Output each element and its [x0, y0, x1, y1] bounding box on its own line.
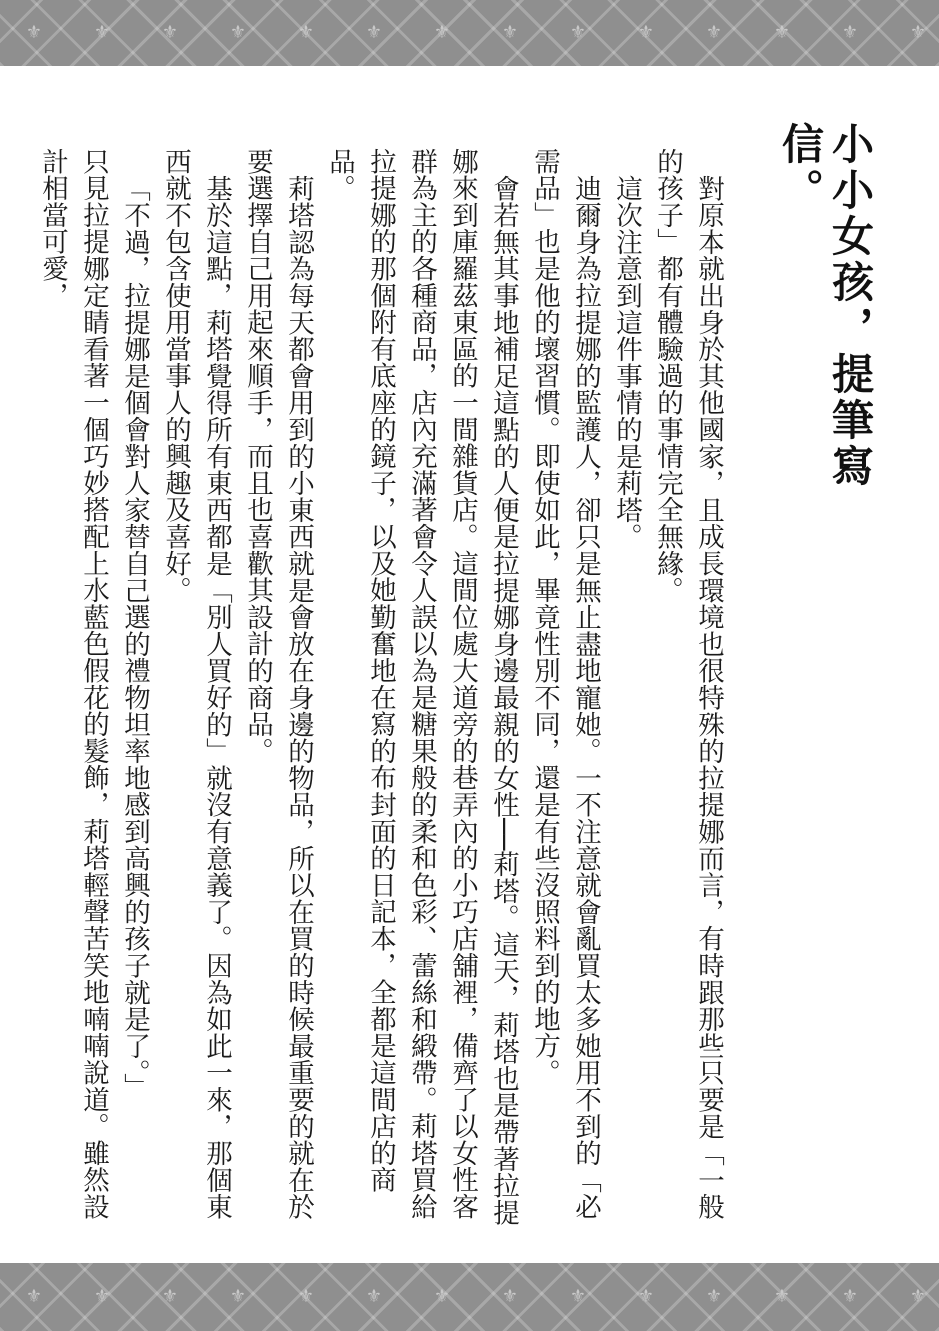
fleur-de-lis-icon: ⚜ — [161, 1286, 179, 1307]
fleur-de-lis-icon: ⚜ — [433, 1286, 451, 1307]
fleur-de-lis-icon: ⚜ — [297, 1286, 315, 1307]
fleur-de-lis-icon: ⚜ — [773, 1286, 791, 1307]
fleur-de-lis-icon: ⚜ — [365, 22, 383, 43]
paragraph: 只見拉提娜定睛看著一個巧妙搭配上水藍色假花的髮飾，莉塔輕聲苦笑地喃喃說道。雖然設計相當可愛， — [37, 148, 109, 1220]
fleur-de-lis-icon: ⚜ — [25, 1286, 43, 1307]
fleur-de-lis-icon: ⚜ — [93, 1286, 111, 1307]
fleur-de-lis-icon: ⚜ — [909, 1286, 927, 1307]
fleur-de-lis-icon: ⚜ — [909, 22, 927, 43]
fleur-de-lis-icon: ⚜ — [569, 22, 587, 43]
bottom-decorative-band — [0, 1263, 939, 1331]
fleur-de-lis-icon: ⚜ — [365, 1286, 383, 1307]
paragraph: 莉塔認為每天都會用到的小東西就是會放在身邊的物品，所以在買的時候最重要的就在於要選擇自己用起來順手，而且也喜歡其設計的商品。 — [242, 148, 314, 1220]
fleur-de-lis-icon: ⚜ — [705, 1286, 723, 1307]
paragraph: 迪爾身為拉提娜的監護人，卻只是無止盡地寵她。一不注意就會亂買太多她用不到的「必需品」也是他的壞習慣。即使如此，畢竟性別不同，還是有些沒照料到的地方。 — [529, 148, 601, 1220]
paragraph: 「不過，拉提娜是個會對人家替自己選的禮物坦率地感到高興的孩子就是了。」 — [119, 174, 150, 1100]
chapter-title: 小小女孩，提筆寫信。 — [776, 122, 875, 490]
fleur-de-lis-icon: ⚜ — [841, 22, 859, 43]
fleur-de-lis-icon: ⚜ — [773, 22, 791, 43]
fleur-de-lis-icon: ⚜ — [93, 22, 111, 43]
fleur-de-lis-icon: ⚜ — [637, 22, 655, 43]
fleur-de-lis-icon: ⚜ — [841, 1286, 859, 1307]
paragraph: 基於這點，莉塔覺得所有東西都是「別人買好的」就沒有意義了。因為如此一來，那個東西就不包含使用當事人的興趣及喜好。 — [160, 148, 232, 1220]
body-text — [32, 148, 729, 1238]
paragraph: 會若無其事地補足這點的人便是拉提娜身邊最親的女性──莉塔。這天，莉塔也是帶著拉提娜來到庫羅茲東區的一間雜貨店。這間位處大道旁的巷弄內的小巧店舖裡，備齊了以女性客群為主的各種商品，店內充滿著會令人誤以為是糖果般的柔和色彩、蕾絲和緞帶。莉塔買給拉提娜的那個附有底座的鏡子，以及她勤奮地在寫的布封面的日記本，全都是這間店的商品。 — [324, 148, 519, 1226]
fleur-de-lis-icon: ⚜ — [25, 22, 43, 43]
fleur-de-lis-icon: ⚜ — [433, 22, 451, 43]
fleur-de-lis-icon: ⚜ — [637, 1286, 655, 1307]
fleur-de-lis-icon: ⚜ — [705, 22, 723, 43]
fleur-de-lis-icon: ⚜ — [501, 22, 519, 43]
fleur-de-lis-icon: ⚜ — [229, 22, 247, 43]
fleur-de-lis-icon: ⚜ — [569, 1286, 587, 1307]
top-decorative-band — [0, 0, 939, 66]
paragraph: 對原本就出身於其他國家，且成長環境也很特殊的拉提娜而言，有時跟那些只要是「一般的孩子」都有體驗過的事情完全無緣。 — [652, 148, 724, 1220]
fleur-de-lis-icon: ⚜ — [501, 1286, 519, 1307]
fleur-de-lis-icon: ⚜ — [297, 22, 315, 43]
fleur-de-lis-icon: ⚜ — [161, 22, 179, 43]
fleur-de-lis-icon: ⚜ — [229, 1286, 247, 1307]
paragraph: 這次注意到這件事情的是莉塔。 — [611, 174, 642, 550]
